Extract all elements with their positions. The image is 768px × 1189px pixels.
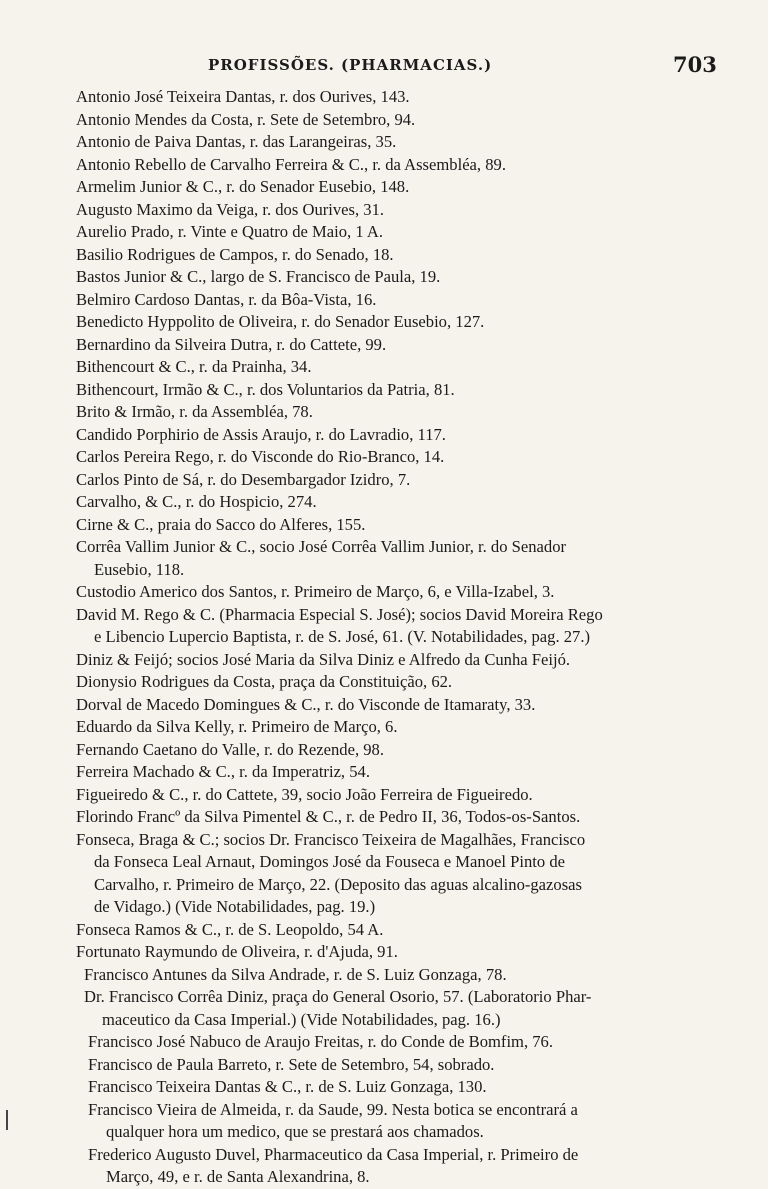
list-item (76, 424, 716, 447)
entry-text: Bernardino da Silveira Dutra, r. do Cattete, 99. (76, 334, 387, 354)
entry-text: Francisco de Paula Barreto, r. Sete de Setembro, 54, sobrado. (88, 1054, 495, 1074)
list-item (76, 514, 716, 537)
entry-text: Armelim Junior & C., r. do Senador Eusebio, 148. (76, 177, 410, 196)
entry-continuation: da Fonseca Leal Arnaut, Domingos José da Fouseca e Manoel Pinto de (94, 852, 565, 871)
list-item (76, 964, 716, 987)
entry-continuation: Eusebio, 118. (94, 559, 185, 579)
entry-text: Carlos Pereira Rego, r. do Visconde do Rio-Branco, 14. (76, 447, 445, 466)
list-item (76, 806, 716, 829)
list-item (76, 604, 716, 649)
entry-continuation: Março, 49, e r. de Santa Alexandrina, 8. (106, 1167, 370, 1186)
entry-text: Carlos Pinto de Sá, r. do Desembargador Izidro, 7. (76, 469, 411, 489)
entry-text: Francisco Teixeira Dantas & C., r. de S. Luiz Gonzaga, 130. (88, 1077, 487, 1096)
entry-text: Dorval de Macedo Domingues & C., r. do Visconde de Itamaraty, 33. (76, 694, 536, 714)
entry-text: Benedicto Hyppolito de Oliveira, r. do Senador Eusebio, 127. (76, 312, 485, 331)
entry-continuation: Carvalho, r. Primeiro de Março, 22. (Deposito das aguas alcalino-gazosas (94, 874, 582, 894)
page-header (0, 50, 768, 80)
list-item (76, 491, 716, 514)
list-item (76, 1031, 716, 1054)
list-item (76, 1076, 716, 1099)
entry-text: Ferreira Machado & C., r. da Imperatriz, 54. (76, 762, 370, 781)
entry-text: Antonio José Teixeira Dantas, r. dos Ourives, 143. (76, 87, 410, 106)
list-item (76, 221, 716, 244)
entry-text: Fortunato Raymundo de Oliveira, r. d'Ajuda, 91. (76, 942, 398, 961)
list-item (76, 289, 716, 312)
entry-text: Aurelio Prado, r. Vinte e Quatro de Maio, 1 A. (76, 222, 384, 241)
entry-text: Fonseca, Braga & C.; socios Dr. Francisco Teixeira de Magalhães, Francisco (76, 829, 586, 849)
list-item (76, 176, 716, 199)
entry-text: Antonio Mendes da Costa, r. Sete de Setembro, 94. (76, 109, 416, 129)
entry-continuation: maceutico da Casa Imperial.) (Vide Notabilidades, pag. 16.) (102, 1009, 501, 1029)
entry-text: Fonseca Ramos & C., r. de S. Leopoldo, 54 A. (76, 919, 384, 939)
entry-continuation: de Vidago.) (Vide Notabilidades, pag. 19.) (94, 897, 376, 916)
list-item (76, 131, 716, 154)
list-item (76, 109, 716, 132)
entry-text: Antonio Rebello de Carvalho Ferreira & C., r. da Assembléa, 89. (76, 154, 506, 174)
page-number: 703 (673, 52, 717, 77)
entry-text: Figueiredo & C., r. do Cattete, 39, socio João Ferreira de Figueiredo. (76, 784, 533, 804)
pharmacy-list (76, 86, 716, 1189)
list-item (76, 761, 716, 784)
entry-text: Fernando Caetano do Valle, r. do Rezende, 98. (76, 739, 384, 759)
entry-text: Diniz & Feijó; socios José Maria da Silva Diniz e Alfredo da Cunha Feijó. (76, 649, 571, 669)
list-item (76, 244, 716, 267)
list-item (76, 716, 716, 739)
entry-text: Cirne & C., praia do Sacco do Alferes, 155. (76, 514, 366, 534)
list-item (76, 199, 716, 222)
running-title: PROFISSÕES. (PHARMACIAS.) (208, 56, 493, 74)
entry-text: Corrêa Vallim Junior & C., socio José Corrêa Vallim Junior, r. do Senador (76, 537, 567, 556)
list-item (76, 86, 716, 109)
entry-text: Dionysio Rodrigues da Costa, praça da Constituição, 62. (76, 672, 453, 691)
entry-text: Francisco José Nabuco de Araujo Freitas, r. do Conde de Bomfim, 76. (88, 1032, 554, 1051)
list-item (76, 334, 716, 357)
entry-continuation: qualquer hora um medico, que se prestará aos chamados. (106, 1122, 484, 1141)
entry-text: Candido Porphirio de Assis Araujo, r. do Lavradio, 117. (76, 424, 446, 444)
list-item (76, 401, 716, 424)
list-item (76, 311, 716, 334)
entry-text: Dr. Francisco Corrêa Diniz, praça do General Osorio, 57. (Laboratorio Phar- (84, 987, 592, 1006)
entry-text: Custodio Americo dos Santos, r. Primeiro de Março, 6, e Villa-Izabel, 3. (76, 582, 555, 601)
list-item (76, 536, 716, 581)
entry-text: Francisco Antunes da Silva Andrade, r. de S. Luiz Gonzaga, 78. (84, 964, 507, 984)
list-item (76, 266, 716, 289)
list-item (76, 986, 716, 1031)
entry-text: Augusto Maximo da Veiga, r. dos Ourives, 31. (76, 199, 385, 219)
entry-text: David M. Rego & C. (Pharmacia Especial S. José); socios David Moreira Rego (76, 604, 603, 624)
entry-text: Francisco Vieira de Almeida, r. da Saude, 99. Nesta botica se encontrará a (88, 1099, 578, 1119)
list-item (76, 739, 716, 762)
entry-text: Frederico Augusto Duvel, Pharmaceutico da Casa Imperial, r. Primeiro de (88, 1144, 579, 1164)
entry-text: Brito & Irmão, r. da Assembléa, 78. (76, 402, 313, 421)
entry-text: Bithencourt, Irmão & C., r. dos Voluntarios da Patria, 81. (76, 379, 455, 399)
list-item (76, 1054, 716, 1077)
list-item (76, 671, 716, 694)
list-item (76, 649, 716, 672)
entry-text: Basilio Rodrigues de Campos, r. do Senado, 18. (76, 244, 394, 264)
list-item (76, 469, 716, 492)
margin-mark (6, 1110, 8, 1130)
entry-text: Bithencourt & C., r. da Prainha, 34. (76, 357, 312, 376)
list-item (76, 829, 716, 919)
entry-text: Antonio de Paiva Dantas, r. das Larangeiras, 35. (76, 132, 397, 151)
entry-text: Eduardo da Silva Kelly, r. Primeiro de Março, 6. (76, 717, 398, 736)
entry-continuation: e Libencio Lupercio Baptista, r. de S. José, 61. (V. Notabilidades, pag. 27.) (94, 627, 591, 646)
list-item (76, 919, 716, 942)
list-item (76, 1144, 716, 1189)
list-item (76, 581, 716, 604)
entry-text: Bastos Junior & C., largo de S. Francisco de Paula, 19. (76, 267, 441, 286)
entry-text: Belmiro Cardoso Dantas, r. da Bôa-Vista, 16. (76, 289, 377, 309)
list-item (76, 784, 716, 807)
list-item (76, 694, 716, 717)
entry-text: Florindo Francº da Silva Pimentel & C., r. de Pedro II, 36, Todos-os-Santos. (76, 807, 581, 826)
list-item (76, 446, 716, 469)
list-item (76, 356, 716, 379)
entry-text: Carvalho, & C., r. do Hospicio, 274. (76, 492, 317, 511)
list-item (76, 154, 716, 177)
list-item (76, 941, 716, 964)
list-item (76, 379, 716, 402)
